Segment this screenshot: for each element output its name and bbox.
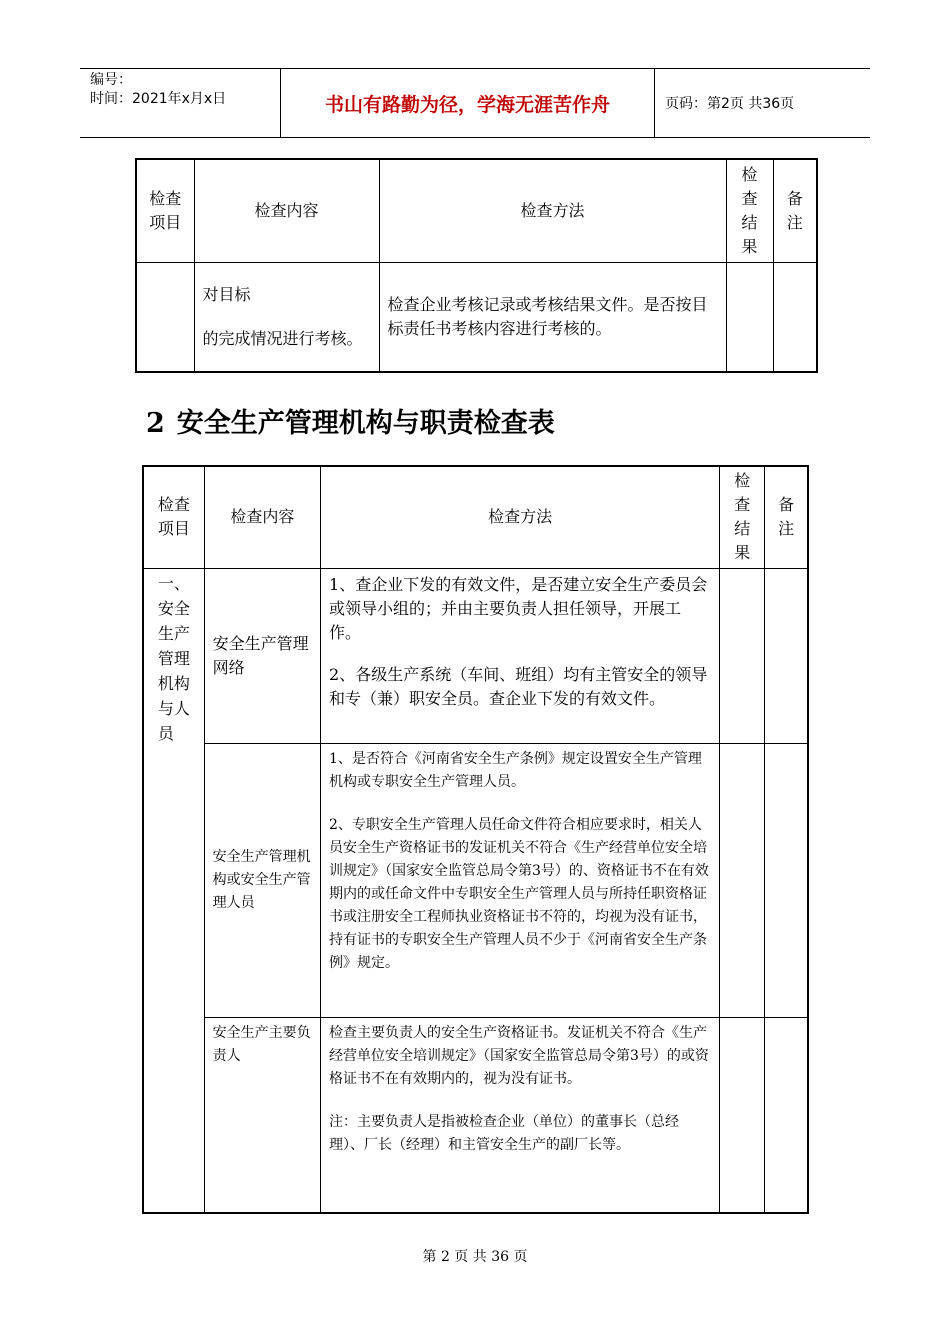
document-header [80, 68, 870, 138]
header-content: 检查内容 [204, 466, 320, 568]
header-result: 检查结果 [726, 159, 773, 262]
header-result: 检查结果 [720, 466, 765, 568]
row-result [720, 743, 765, 1017]
row-remark [765, 568, 808, 743]
section-title [146, 401, 555, 440]
row-content: 安全生产主要负责人 [204, 1017, 320, 1213]
header-time-label: 时间：2021年x月x日 [90, 91, 227, 107]
row-result [720, 568, 765, 743]
table-row [143, 743, 808, 1017]
check-table-1 [135, 158, 818, 373]
row-content: 安全生产管理网络 [204, 568, 320, 743]
section-title-text: 安全生产管理机构与职责检查表 [176, 408, 555, 439]
header-item: 检查项目 [136, 159, 194, 262]
row-result [726, 262, 773, 372]
page-footer: 第 2 页 共 36 页 [422, 1249, 528, 1265]
row-remark [765, 1017, 808, 1213]
table-row [136, 262, 817, 372]
header-page-info: 页码：第2页 共36页 [665, 96, 795, 112]
row-method: 检查主要负责人的安全生产资格证书。发证机关不符合《生产经营单位安全培训规定》（国家安全监管总局令第3号）的或资格证书不在有效期内的，视为没有证书。 注：主要负责人是指被检查企业（单位）的董事长（总经理）、厂长（经理）和主管安全生产的副厂长等。 [321, 1017, 720, 1213]
row-result [720, 1017, 765, 1213]
group-item-label: 一、安全生产管理机构与人员 [143, 568, 204, 1213]
table-header-row [136, 159, 817, 262]
header-method: 检查方法 [321, 466, 720, 568]
row-remark [773, 262, 817, 372]
header-motto: 书山有路勤为径，学海无涯苦作舟 [281, 69, 655, 137]
section-number: 2 [146, 408, 165, 439]
row-content: 对目标 的完成情况进行考核。 [194, 262, 379, 372]
header-remark: 备注 [765, 466, 808, 568]
header-meta [80, 69, 281, 137]
check-table-2 [142, 465, 809, 1214]
table-row [143, 1017, 808, 1213]
table-row [143, 568, 808, 743]
row-method: 1、查企业下发的有效文件，是否建立安全生产委员会或领导小组的；并由主要负责人担任领导，开展工作。 2、各级生产系统（车间、班组）均有主管安全的领导和专（兼）职安全员。查企业下发的有效文件。 [321, 568, 720, 743]
header-remark: 备注 [773, 159, 817, 262]
header-item: 检查项目 [143, 466, 204, 568]
header-number-label: 编号： [90, 72, 132, 88]
row-method: 检查企业考核记录或考核结果文件。是否按目标责任书考核内容进行考核的。 [379, 262, 726, 372]
table-header-row [143, 466, 808, 568]
header-method: 检查方法 [379, 159, 726, 262]
row-remark [765, 743, 808, 1017]
row-item [136, 262, 194, 372]
row-method: 1、是否符合《河南省安全生产条例》规定设置安全生产管理机构或专职安全生产管理人员。 2、专职安全生产管理人员任命文件符合相应要求时，相关人员安全生产资格证书的发证机关不符合《生产经营单位安全培训规定》（国家安全监管总局令第3号）的、资格证书不在有效期内的或任命文件中专职安全生产管理人员与所持任职资格证书或注册安全工程师执业资格证书不符的，均视为没有证书，持有证书的专职安全生产管理人员不少于《河南省安全生产条例》规定。 [321, 743, 720, 1017]
header-content: 检查内容 [194, 159, 379, 262]
row-content: 安全生产管理机构或安全生产管理人员 [204, 743, 320, 1017]
